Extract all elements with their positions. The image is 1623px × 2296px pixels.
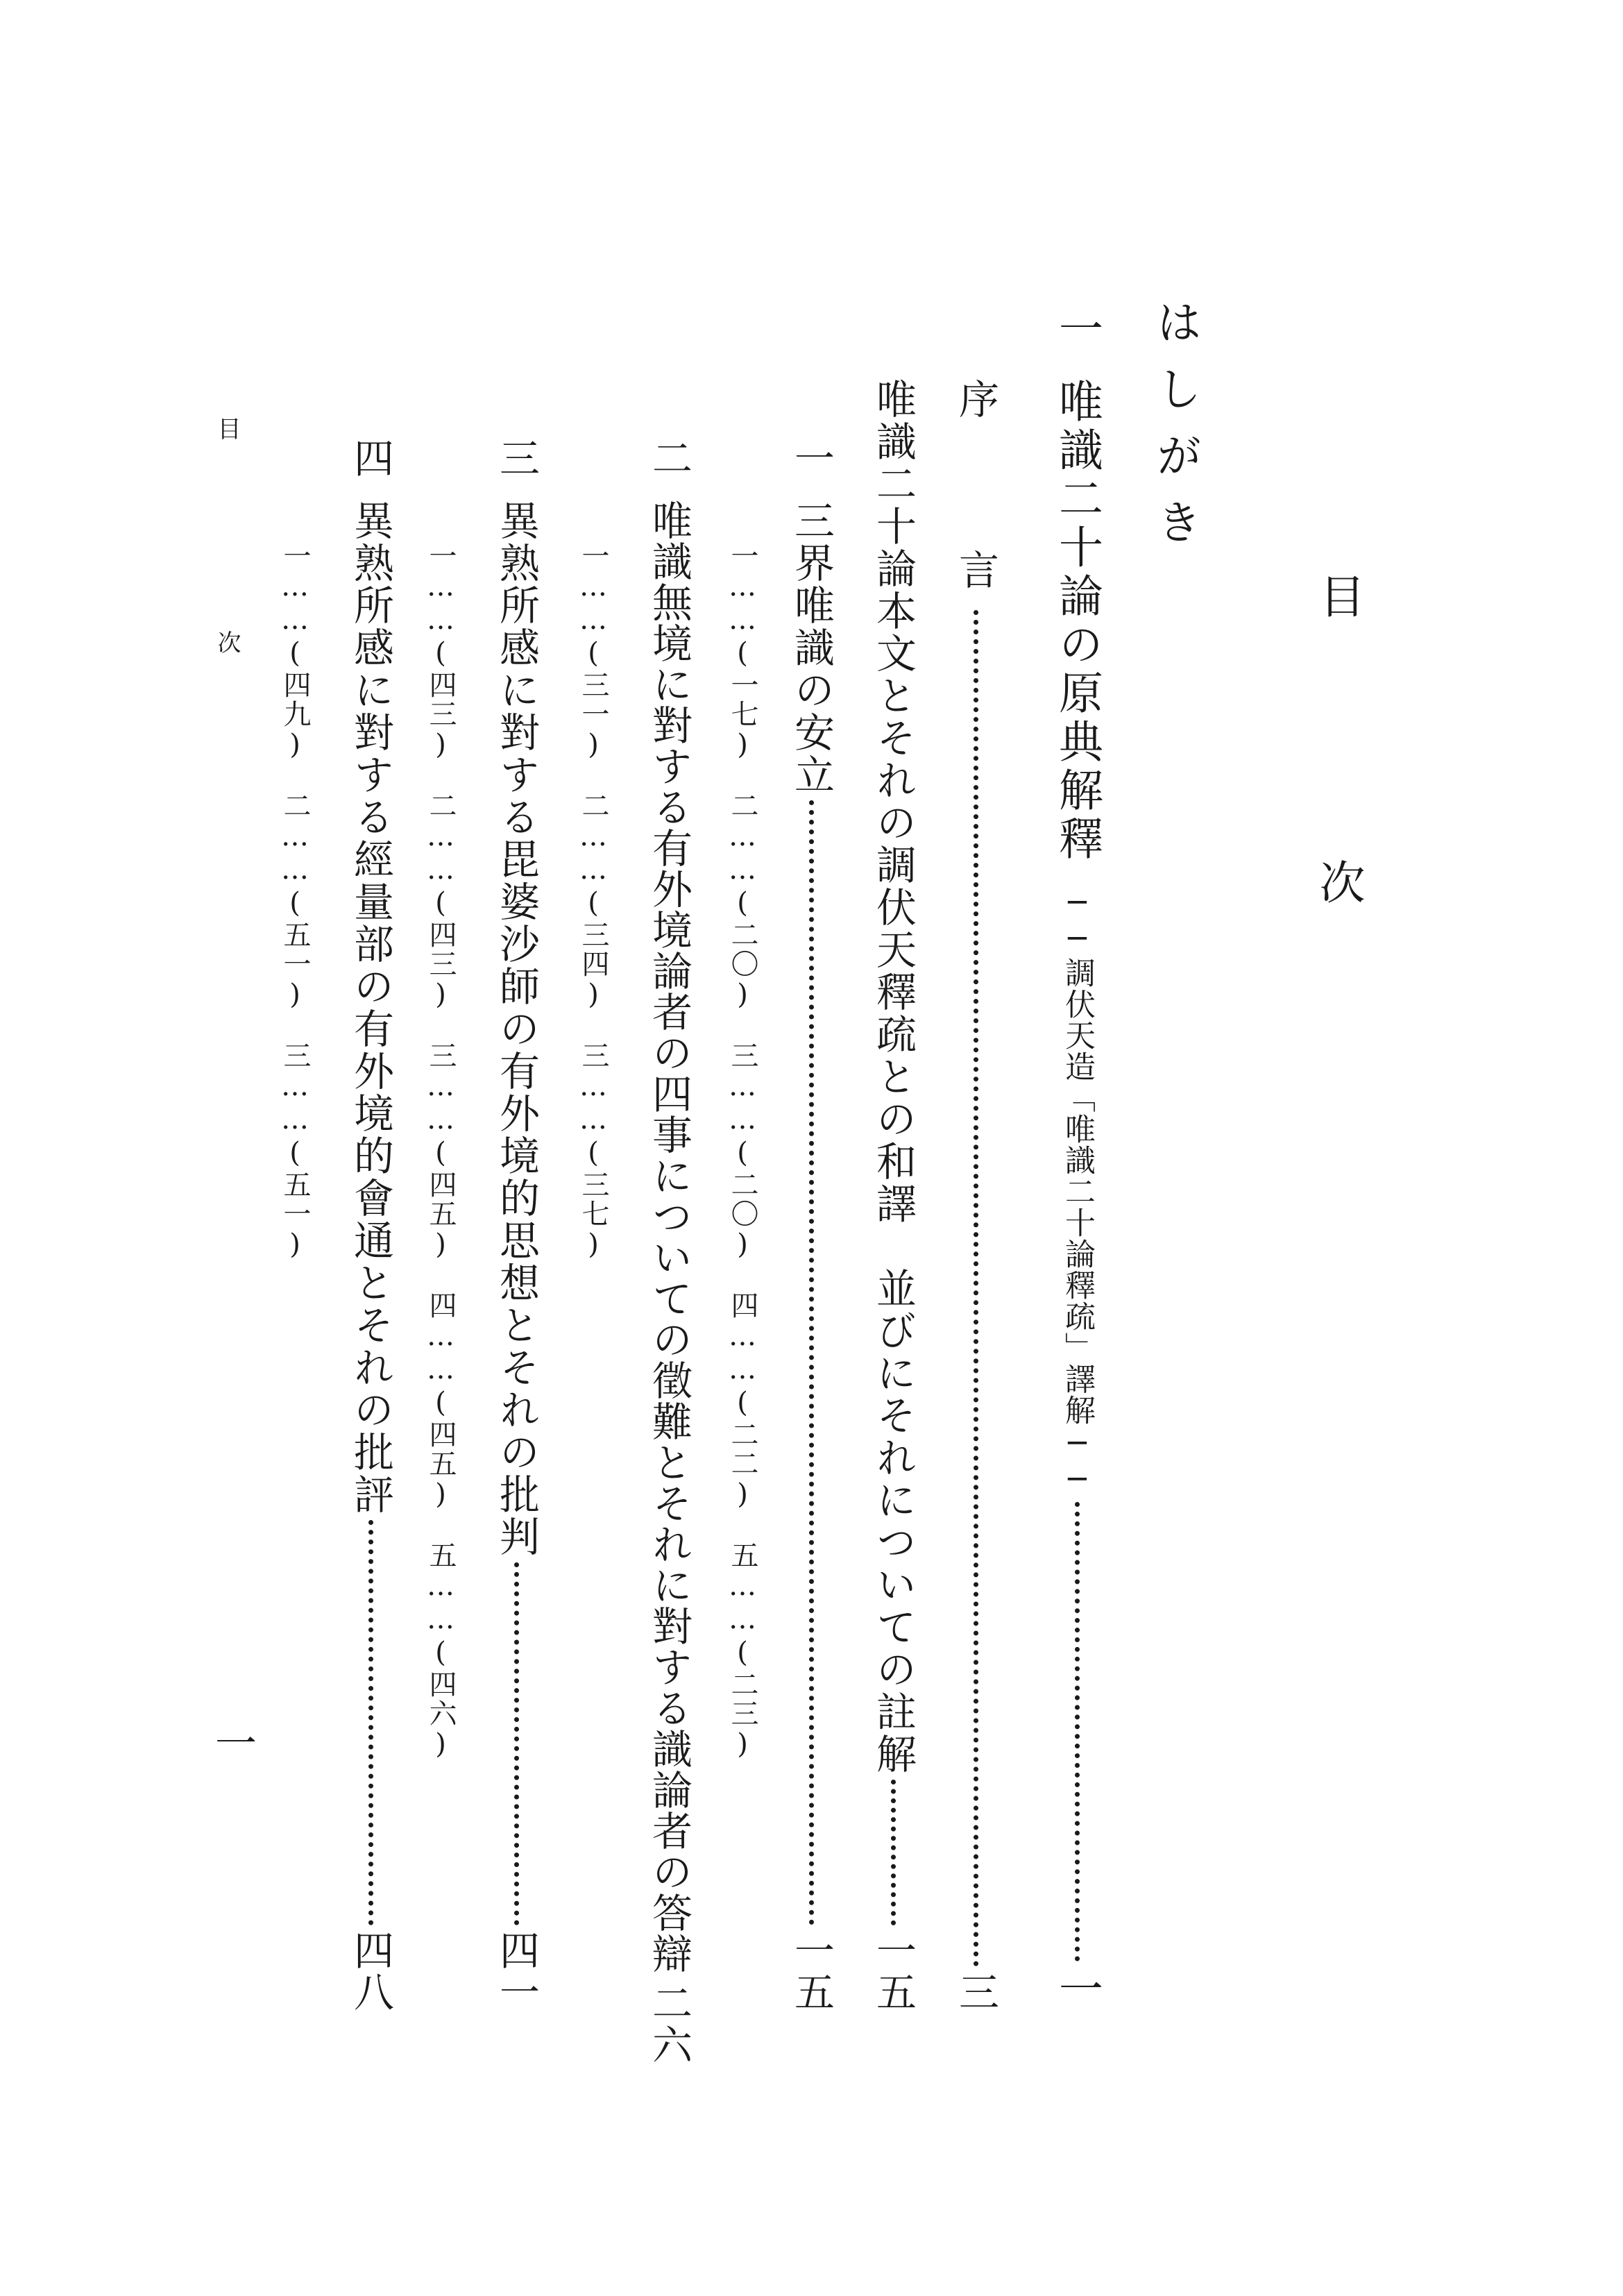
section-3-title: 異熟所感に對する毘婆沙師の有外境的思想とそれの批判	[493, 500, 540, 1558]
dot-leader	[514, 1562, 519, 1925]
folio-number: 一	[208, 1721, 257, 1766]
section-1-number: 一	[788, 437, 835, 479]
page-title: 目 次	[1311, 573, 1365, 1002]
preface-page: 三	[952, 1971, 999, 2013]
chapter-1-page: 一	[1051, 1966, 1103, 2013]
running-head: 目 次	[213, 416, 241, 737]
chapter-1-subtitle: ──調伏天造「唯識二十論釋疏」譯解──	[1060, 885, 1095, 1498]
section-2-title: 唯識無境に對する有外境論者の四事についての徵難とそれに對する識論者の答辯	[645, 500, 692, 1974]
section-1-title: 三界唯識の安立	[788, 500, 835, 796]
section-1-refs: 一……(一七) 二……(二〇) 三……(二〇) 四……(二二) 五……(二三)	[726, 541, 758, 1762]
dot-leader	[891, 1780, 896, 1925]
chapter-1-title: 唯識二十論の原典解釋	[1051, 378, 1103, 864]
section-2-page: 二六	[645, 1982, 692, 2066]
section-3-refs: 一……(四三) 二……(四三) 三……(四五) 四……(四五) 五……(四六)	[425, 541, 457, 1762]
chapter-1-entry[interactable]	[1051, 378, 1103, 2013]
main-translation-entry[interactable]	[869, 378, 917, 2013]
section-3-number: 三	[493, 437, 540, 479]
section-4-title: 異熟所感に對する經量部の有外境的會通とそれの批評	[347, 500, 394, 1516]
section-4-refs: 一……(四九) 二……(五一) 三……(五一)	[279, 541, 311, 1262]
section-3-entry[interactable]	[493, 500, 540, 2013]
chapter-number: 一	[1051, 305, 1103, 353]
section-4-number: 四	[347, 437, 394, 479]
dot-leader	[809, 800, 814, 1925]
section-4-entry[interactable]	[347, 500, 394, 2013]
section-1-entry[interactable]	[788, 500, 835, 2013]
preface-label: 序 言	[952, 378, 999, 606]
section-2-number: 二	[645, 437, 692, 479]
dot-leader	[1075, 1502, 1080, 1961]
hashigaki-heading: はしがき	[1148, 298, 1202, 565]
section-4-page: 四八	[347, 1930, 394, 2013]
section-2-refs: 一……(三一) 二……(三四) 三……(三七)	[577, 541, 609, 1262]
dot-leader	[368, 1520, 373, 1925]
section-2-entry[interactable]	[645, 500, 692, 2066]
section-3-page: 四一	[493, 1930, 540, 2013]
main-translation-page: 一五	[869, 1930, 917, 2013]
main-translation-title: 唯識二十論本文とそれの調伏天釋疏との和譯 並びにそれについての註解	[869, 378, 917, 1775]
section-1-page: 一五	[788, 1930, 835, 2013]
preface-entry[interactable]	[952, 378, 999, 2013]
dot-leader	[974, 610, 978, 1967]
